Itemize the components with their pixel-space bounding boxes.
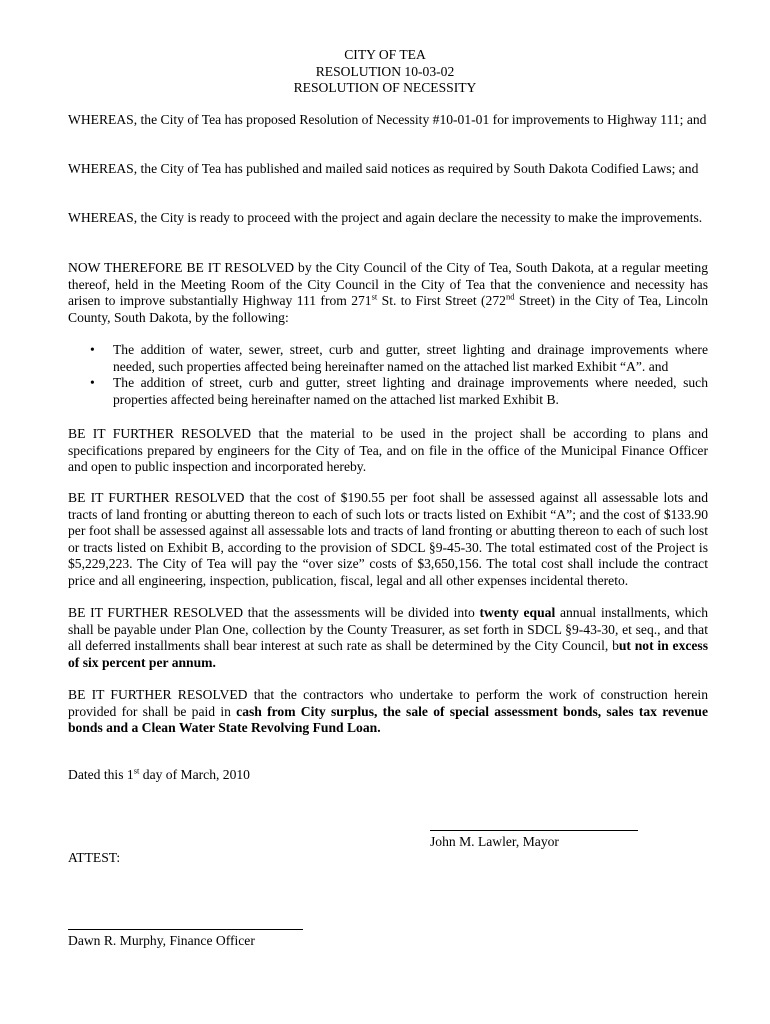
further-resolved-paragraph-4 [68,687,708,737]
dated-text-2: day of March, 2010 [139,767,250,782]
further-resolved-paragraph-2: BE IT FURTHER RESOLVED that the cost of $190.55 per foot shall be assessed against all assessable lots and tracts of land fronting or abutting thereon to each of such lots or tracts listed on Exhibit “A”; and the cost of $133.90 per foot shall be assessed against all assessable lots and tracts of land fronting or abutting thereon to each of such lost or tracts listed on Exhibit B, according to the provision of SDCL §9-45-30. The total estimated cost of the Project is $5,229,223. The City of Tea will pay the “over size” costs of $3,650,156. The total cost shall include the contract price and all engineering, inspection, publication, fiscal, legal and all other expenses incidental thereto. [68,490,708,588]
list-item [68,375,708,408]
now-therefore-sup-2: nd [505,291,515,302]
dated-line [68,767,708,784]
further3-text-1: BE IT FURTHER RESOLVED that the assessments will be divided into [68,605,480,620]
mayor-signature-line [430,830,638,831]
whereas-paragraph-1: WHEREAS, the City of Tea has proposed Resolution of Necessity #10-01-01 for improvements to Highway 111; and [68,112,707,127]
whereas-paragraph-3: WHEREAS, the City is ready to proceed with the project and again declare the necessity to make the improvements. [68,210,703,225]
attest-label: ATTEST: [68,850,121,865]
further3-bold-1: twenty equal [479,605,556,620]
bullet-icon: • [90,375,95,390]
finance-officer-signature-line [68,929,303,930]
whereas-paragraph-2: WHEREAS, the City of Tea has published and mailed said notices as required by South Dakota Codified Laws; and [68,161,699,176]
header-city: CITY OF TEA [344,47,426,62]
now-therefore-text-2: St. to First Street (272 [377,293,506,308]
now-therefore-sup-1: st [371,291,378,302]
improvements-list [68,342,708,408]
further3-text-2: annual installments, which shall be payable under Plan One, collection by the County Treasurer, as set forth in SDCL §9-43-30, et seq., and that all deferred installments shall bear interest at such rate as shall be determined by the City Council, b [68,605,708,653]
now-therefore-paragraph [68,260,708,326]
now-therefore-text-3: Street) in the City of Tea, Lincoln County, South Dakota, by the following: [68,293,708,325]
header-resolution-number: RESOLUTION 10-03-02 [315,63,455,79]
bullet-icon: • [90,342,95,357]
further-resolved-paragraph-3 [68,605,708,671]
dated-text-1: Dated this 1 [68,767,134,782]
now-therefore-text-1: NOW THEREFORE BE IT RESOLVED by the City Council of the City of Tea, South Dakota, at a regular meeting thereof, held in the Meeting Room of the City Council in the City of Tea that the convenience and necessity has arisen to improve substantially Highway 111 from 271 [68,260,708,308]
further4-text-1: BE IT FURTHER RESOLVED that the contractors who undertake to perform the work of construction herein provided for shall be paid in [68,687,708,719]
document-header [0,47,770,97]
header-resolution-title: RESOLUTION OF NECESSITY [293,80,477,95]
improvement-item-2: The addition of street, curb and gutter, street lighting and drainage improvements where needed, such properties affected being hereinafter named on the attached list marked Exhibit B. [113,375,708,407]
mayor-name: John M. Lawler, Mayor [430,834,559,849]
further4-bold-1: cash from City surplus, the sale of special assessment bonds, sales tax revenue bonds and a Clean Water State Revolving Fund Loan. [68,703,709,735]
finance-officer-name: Dawn R. Murphy, Finance Officer [68,933,255,948]
list-item [68,342,708,375]
further-resolved-paragraph-1: BE IT FURTHER RESOLVED that the material to be used in the project shall be according to plans and specifications prepared by engineers for the City of Tea, and on file in the office of the Municipal Finance Officer and open to public inspection and incorporated hereby. [68,426,708,474]
improvement-item-1: The addition of water, sewer, street, curb and gutter, street lighting and drainage improvements where needed, such properties affected being hereinafter named on the attached list marked Exhibit “A”. and [113,342,708,374]
dated-sup: st [133,765,140,776]
further3-bold-2: ut not in excess of six percent per annum. [68,638,709,670]
